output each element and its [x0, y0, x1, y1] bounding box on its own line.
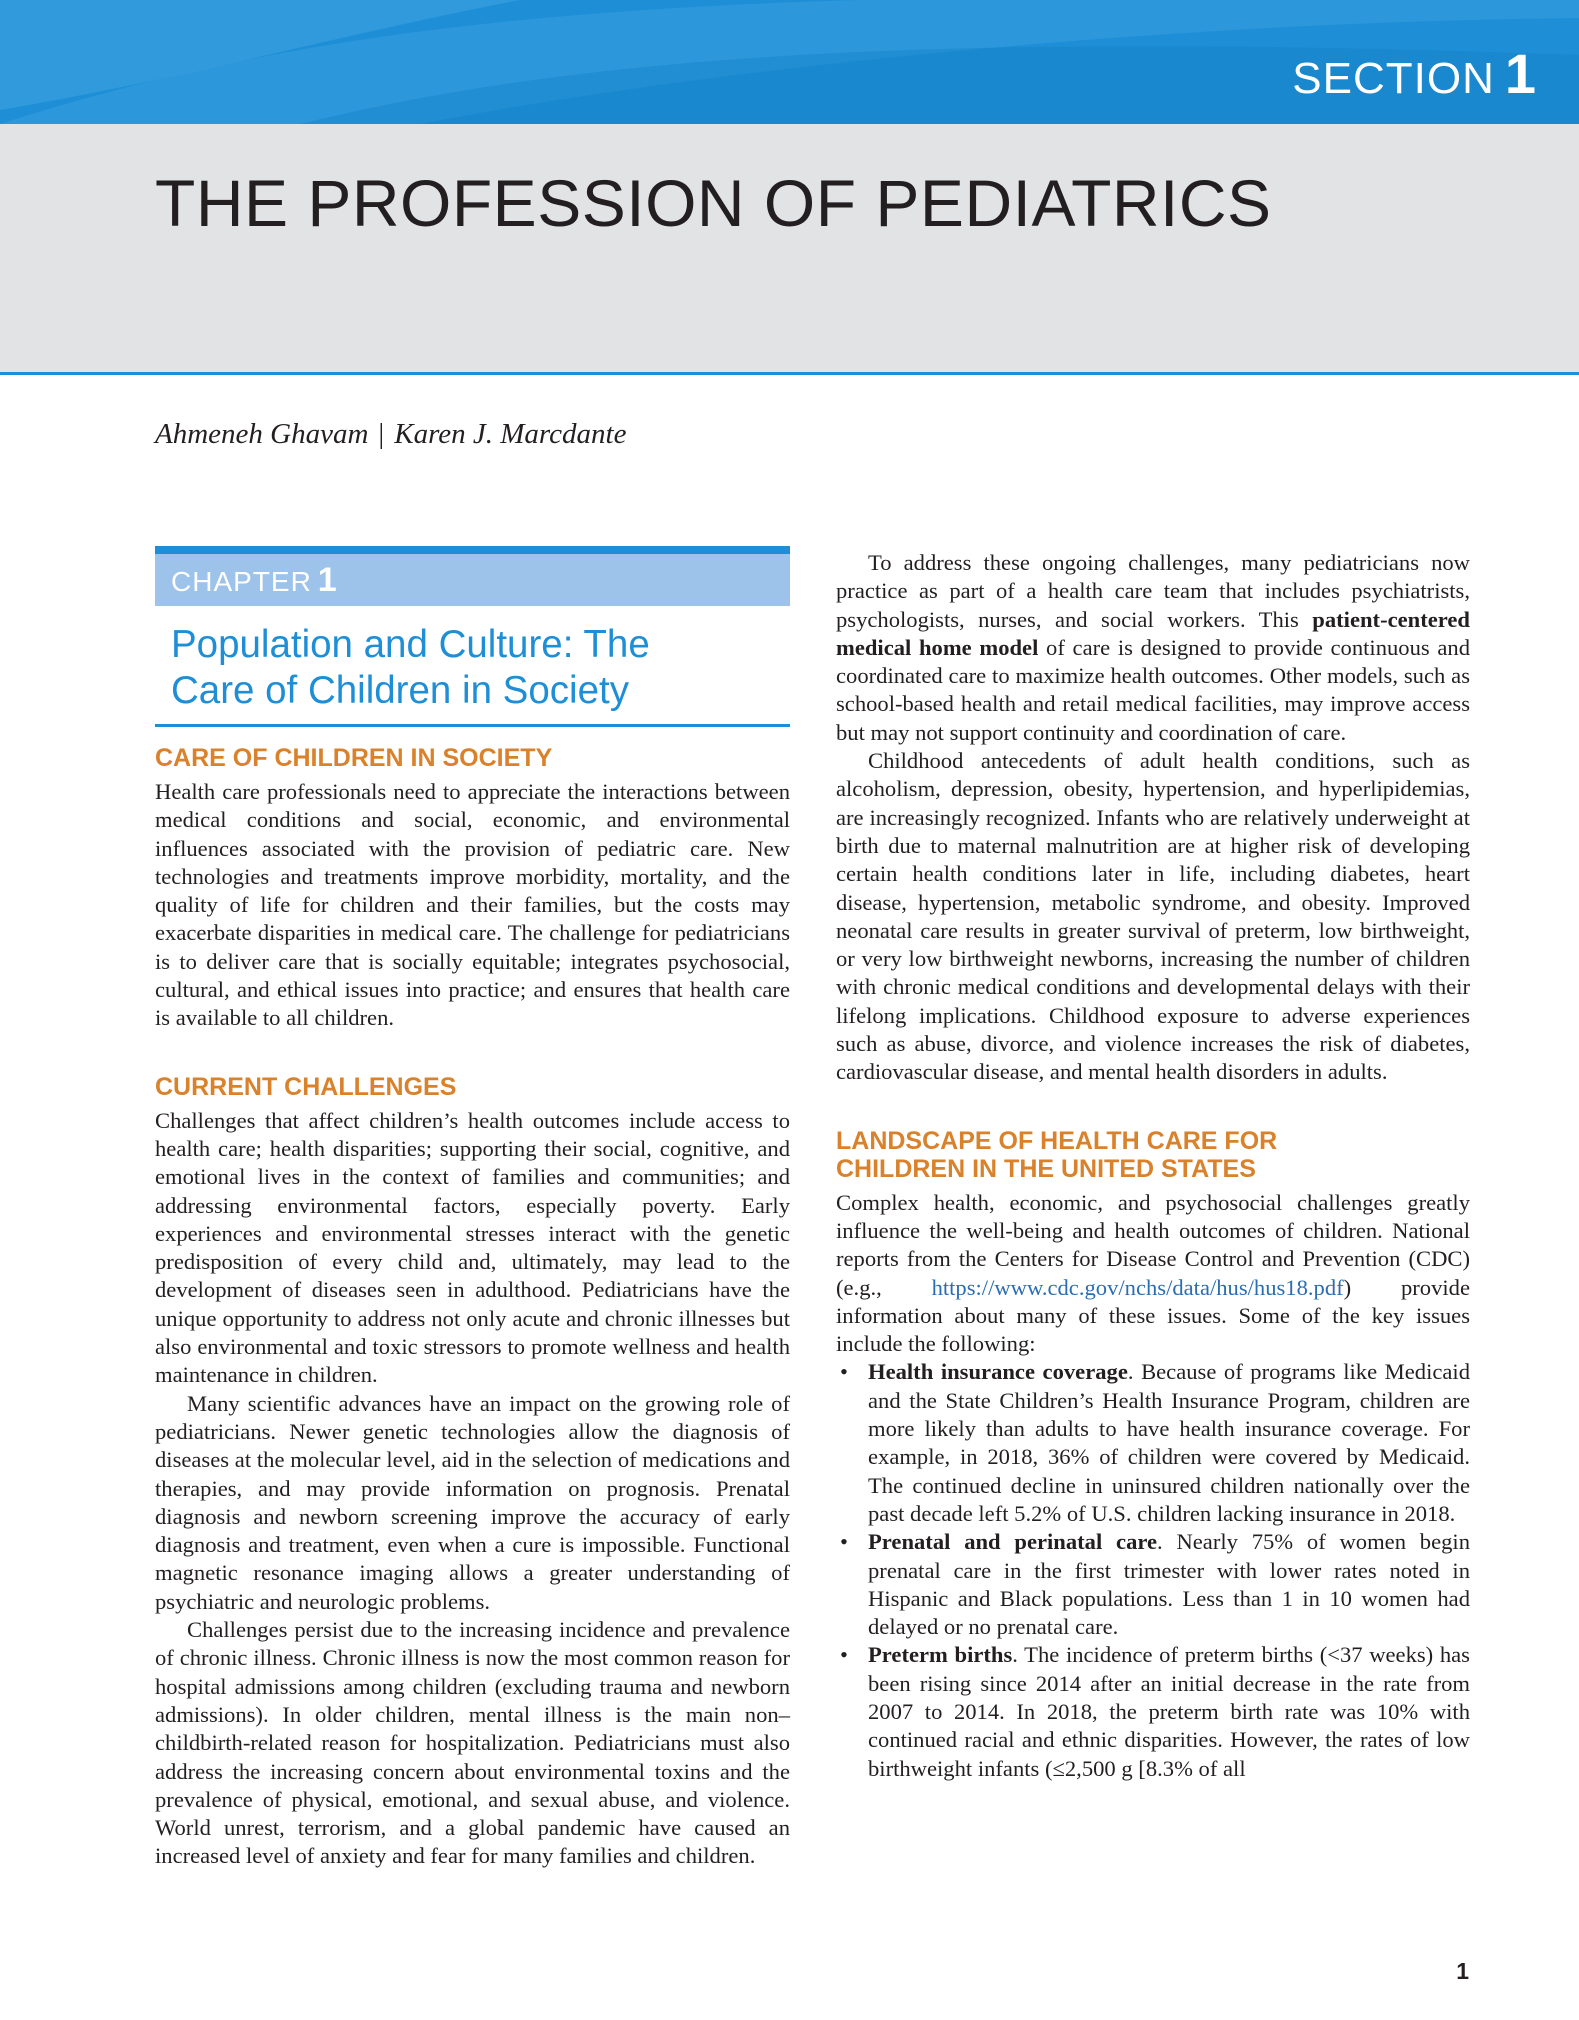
section-heading-care: CARE OF CHILDREN IN SOCIETY	[155, 744, 553, 772]
paragraph-challenges-1: Challenges that affect children’s health outcomes include access to health care; health disparities; supporting their social, cognitive, and emotional lives in the context of families and communities; and addressing environmental factors, especially poverty. Early experiences and environmental stresses interact with the genetic predisposition of every child and, ultimately, may lead to the development of diseases seen in adulthood. Pediatricians have the unique opportunity to address not only acute and chronic illnesses but also environmental and toxic stressors to promote wellness and health maintenance in children.	[155, 1107, 790, 1388]
bullet-marker: •	[840, 1642, 848, 1668]
cdc-report-link[interactable]: https://www.cdc.gov/nchs/data/hus/hus18.pdf	[931, 1274, 1344, 1300]
bullet-term: Preterm births	[868, 1642, 1013, 1668]
heading-line: LANDSCAPE OF HEALTH CARE FOR	[836, 1126, 1278, 1155]
list-item	[836, 1358, 1470, 1528]
bullet-marker: •	[840, 1359, 848, 1385]
author-name: Ahmeneh Ghavam	[155, 418, 369, 450]
bullet-text: . Nearly 75% of women begin prenatal care in the first trimester with lower rates noted in Hispanic and Black populations. Less than 1 in 10 women had delayed or no prenatal care.	[868, 1529, 1470, 1640]
section-heading-challenges: CURRENT CHALLENGES	[155, 1072, 457, 1101]
paragraph-landscape	[836, 1189, 1470, 1359]
bold-term: patient-centered medical home model	[836, 606, 1470, 660]
bullet-term: Health insurance coverage	[868, 1359, 1128, 1385]
bullet-text: . Because of programs like Medicaid and the State Children’s Health Insurance Program, children are more likely than adults to have health insurance coverage. For example, in 2018, 36% of children were covered by Medicaid. The continued decline in uninsured children nationally over the past decade left 5.2% of U.S. children lacking insurance in 2018.	[868, 1359, 1470, 1526]
left-column	[155, 546, 790, 1871]
chapter-label-text: CHAPTER	[171, 566, 312, 597]
list-item	[836, 1641, 1470, 1782]
section-heading-landscape	[836, 1127, 1470, 1183]
paragraph-team	[836, 549, 1470, 747]
page-number: 1	[1456, 1958, 1469, 1984]
author-name: Karen J. Marcdante	[394, 418, 627, 450]
paragraph-care: Health care professionals need to appreciate the interactions between medical conditions and social, economic, and environmental influences associated with the provision of pediatric care. New technologies and treatments improve morbidity, mortality, and the quality of life for children and their families, but the costs may exacerbate disparities in medical care. The challenge for pediatricians is to deliver care that is socially equitable; integrates psychosocial, cultural, and ethical issues into practice; and ensures that health care is available to all children.	[155, 779, 790, 1031]
chapter-title-line: Population and Culture: The	[171, 623, 650, 666]
bullet-marker: •	[840, 1529, 848, 1555]
chapter-box	[155, 546, 790, 606]
chapter-title-line: Care of Children in Society	[171, 669, 629, 712]
paragraph-challenges-2: Many scientific advances have an impact on the growing role of pediatricians. Newer genetic technologies allow the diagnosis of diseases at the molecular level, aid in the selection of medications and therapies, and may provide information on prognosis. Prenatal diagnosis and newborn screening improve the accuracy of early diagnosis and treatment, even when a cure is impossible. Functional magnetic resonance imaging allows a greater understanding of psychiatric and neurologic problems.	[155, 1390, 790, 1614]
paragraph-text: Complex health, economic, and psychosocial challenges greatly influence the well-being and health outcomes of children. National reports from the Centers for Disease Control and Prevention (CDC) (e.g.,	[836, 1189, 1470, 1300]
paragraph-challenges-3: Challenges persist due to the increasing incidence and prevalence of chronic illness. Chronic illness is now the most common reason for hospital admissions among children (excluding trauma and newborn admissions). In older children, mental illness is the main non–childbirth-related reason for hospitalization. Pediatricians must also address the increasing concern about environmental toxins and the prevalence of physical, emotional, and sexual abuse, and violence. World unrest, terrorism, and a global pandemic have caused an increased level of anxiety and fear for many families and children.	[155, 1617, 790, 1869]
paragraph-text: ) provide information about many of these issues. Some of the key issues include the following:	[836, 1274, 1470, 1357]
part-title: THE PROFESSION OF PEDIATRICS	[155, 166, 1272, 240]
authors-line	[155, 418, 626, 451]
part-title-band	[0, 124, 1579, 375]
bullet-term: Prenatal and perinatal care	[868, 1529, 1158, 1555]
section-number: 1	[1504, 42, 1537, 105]
key-issues-list	[836, 1358, 1470, 1782]
chapter-number: 1	[317, 561, 338, 599]
section-banner	[0, 0, 1579, 124]
chapter-title	[155, 606, 790, 727]
author-separator: |	[378, 418, 385, 450]
right-column	[836, 549, 1470, 1783]
list-item	[836, 1528, 1470, 1641]
paragraph-text: of care is designed to provide continuous and coordinated care to maximize health outcomes. Other models, such as school-based health and retail medical facilities, may improve access but may not support continuity and coordination of care.	[836, 634, 1470, 745]
heading-line: CHILDREN IN THE UNITED STATES	[836, 1154, 1256, 1183]
chapter-label	[171, 561, 338, 599]
paragraph-text: To address these ongoing challenges, many pediatricians now practice as part of a health care team that includes psychiatrists, psychologists, nurses, and social workers. This	[836, 550, 1470, 632]
bullet-text: . The incidence of preterm births (<37 weeks) has been rising since 2014 after an initial decrease in the rate from 2007 to 2014. In 2018, the preterm birth rate was 10% with continued racial and ethnic disparities. However, the rates of low birthweight infants (≤2,500 g [8.3% of all	[868, 1642, 1470, 1781]
paragraph-antecedents: Childhood antecedents of adult health conditions, such as alcoholism, depression, obesity, hypertension, and hyperlipidemias, are increasingly recognized. Infants who are relatively underweight at birth due to maternal malnutrition are at higher risk of developing certain health conditions later in life, including diabetes, heart disease, hypertension, metabolic syndrome, and obesity. Improved neonatal care results in greater survival of preterm, low birthweight, or very low birthweight newborns, increasing the number of children with chronic medical conditions and developmental delays with their lifelong implications. Childhood exposure to adverse experiences such as abuse, divorce, and violence increases the risk of diabetes, cardiovascular disease, and mental health disorders in adults.	[836, 748, 1470, 1085]
section-label-text: SECTION	[1292, 54, 1495, 103]
section-label	[1292, 42, 1537, 105]
